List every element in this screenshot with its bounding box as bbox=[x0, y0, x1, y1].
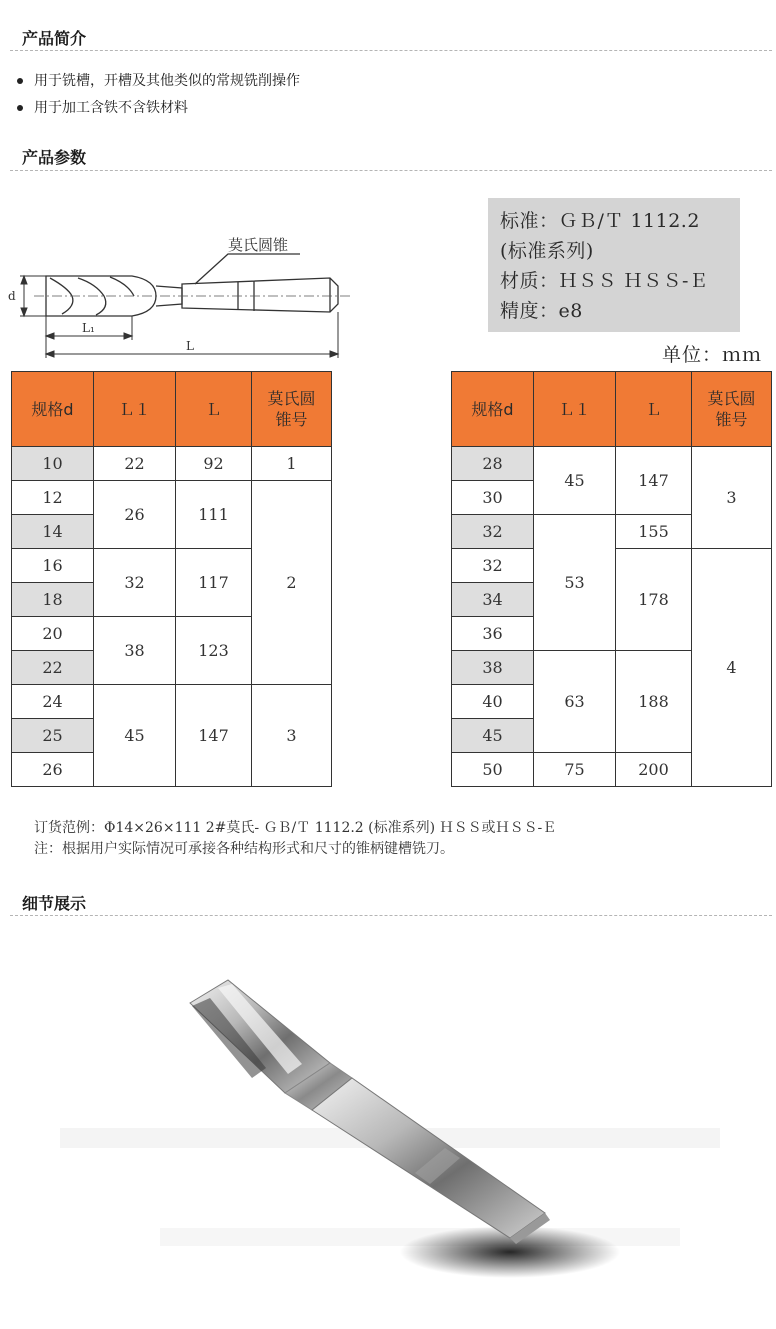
section-title-detail: 细节展示 bbox=[22, 894, 87, 913]
cell-l1: 38 bbox=[94, 617, 176, 685]
cell-l1: 45 bbox=[94, 685, 176, 787]
cell-l: 200 bbox=[616, 753, 692, 787]
spec-table-left bbox=[11, 371, 332, 787]
l1-label: L₁ bbox=[82, 321, 95, 335]
product-photo bbox=[40, 928, 740, 1308]
order-example: 订货范例：Φ14×26×111 2#莫氏- ＧＢ/Ｔ 1112.2 (标准系列) ＨＳＳ或ＨＳＳ-Ｅ bbox=[34, 820, 557, 836]
spec-precision: 精度：e8 bbox=[500, 300, 583, 322]
cell-l1: 63 bbox=[534, 651, 616, 753]
col-header-taper: 莫氏圆 锥号 bbox=[692, 372, 772, 447]
cell-l1: 26 bbox=[94, 481, 176, 549]
cell-d: 20 bbox=[12, 617, 94, 651]
cell-l: 123 bbox=[176, 617, 252, 685]
cell-d: 25 bbox=[12, 719, 94, 753]
col-header-l1: Ｌ１ bbox=[534, 372, 616, 447]
cell-l: 117 bbox=[176, 549, 252, 617]
cell-taper: 1 bbox=[252, 447, 332, 481]
cell-taper: 2 bbox=[252, 481, 332, 685]
cell-d: 24 bbox=[12, 685, 94, 719]
order-notes bbox=[34, 818, 556, 860]
cell-l1: 75 bbox=[534, 753, 616, 787]
cell-d: 28 bbox=[452, 447, 534, 481]
spec-standard-series: (标准系列) bbox=[500, 240, 594, 262]
section-title-intro: 产品简介 bbox=[22, 29, 87, 48]
cell-d: 10 bbox=[12, 447, 94, 481]
cell-d: 45 bbox=[452, 719, 534, 753]
cell-d: 12 bbox=[12, 481, 94, 515]
list-item: 用于加工含铁不含铁材料 bbox=[14, 97, 300, 124]
col-header-d: 规格d bbox=[12, 372, 94, 447]
col-header-l: Ｌ bbox=[176, 372, 252, 447]
section-divider bbox=[10, 50, 772, 51]
cell-d: 32 bbox=[452, 549, 534, 583]
spec-table-right bbox=[451, 371, 772, 787]
col-header-l: Ｌ bbox=[616, 372, 692, 447]
intro-list bbox=[14, 70, 300, 124]
section-divider bbox=[10, 915, 772, 916]
col-header-taper: 莫氏圆 锥号 bbox=[252, 372, 332, 447]
cell-taper: 3 bbox=[252, 685, 332, 787]
section-title-params: 产品参数 bbox=[22, 148, 87, 167]
cell-d: 22 bbox=[12, 651, 94, 685]
custom-note: 注：根据用户实际情况可承接各种结构形式和尺寸的锥柄键槽铣刀。 bbox=[34, 841, 454, 857]
cell-l1: 32 bbox=[94, 549, 176, 617]
cell-d: 16 bbox=[12, 549, 94, 583]
cell-d: 30 bbox=[452, 481, 534, 515]
section-divider bbox=[10, 170, 772, 171]
cell-taper: 4 bbox=[692, 549, 772, 787]
col-header-l1: Ｌ１ bbox=[94, 372, 176, 447]
taper-label: 莫氏圆锥 bbox=[228, 236, 289, 254]
cell-d: 14 bbox=[12, 515, 94, 549]
cell-l1: 53 bbox=[534, 515, 616, 651]
cutter-drawing bbox=[0, 222, 360, 362]
cell-taper: 3 bbox=[692, 447, 772, 549]
col-header-d: 规格d bbox=[452, 372, 534, 447]
cell-d: 50 bbox=[452, 753, 534, 787]
cell-l: 178 bbox=[616, 549, 692, 651]
cell-d: 26 bbox=[12, 753, 94, 787]
cell-d: 40 bbox=[452, 685, 534, 719]
spec-box bbox=[488, 198, 740, 332]
cell-d: 38 bbox=[452, 651, 534, 685]
unit-label: 单位：ｍｍ bbox=[662, 344, 763, 366]
cell-l: 111 bbox=[176, 481, 252, 549]
cell-d: 36 bbox=[452, 617, 534, 651]
diameter-label: d bbox=[8, 289, 16, 303]
cell-l1: 22 bbox=[94, 447, 176, 481]
cell-l: 147 bbox=[616, 447, 692, 515]
cell-l: 147 bbox=[176, 685, 252, 787]
list-item: 用于铣槽，开槽及其他类似的常规铣削操作 bbox=[14, 70, 300, 97]
spec-standard: 标准：ＧＢ/Ｔ 1112.2 bbox=[500, 210, 700, 232]
cell-l: 92 bbox=[176, 447, 252, 481]
cell-d: 34 bbox=[452, 583, 534, 617]
cell-d: 32 bbox=[452, 515, 534, 549]
spec-material: 材质：ＨＳＳ ＨＳＳ-Ｅ bbox=[500, 270, 709, 292]
cell-l: 155 bbox=[616, 515, 692, 549]
cell-l: 188 bbox=[616, 651, 692, 753]
cell-d: 18 bbox=[12, 583, 94, 617]
cell-l1: 45 bbox=[534, 447, 616, 515]
length-label: L bbox=[186, 339, 194, 353]
